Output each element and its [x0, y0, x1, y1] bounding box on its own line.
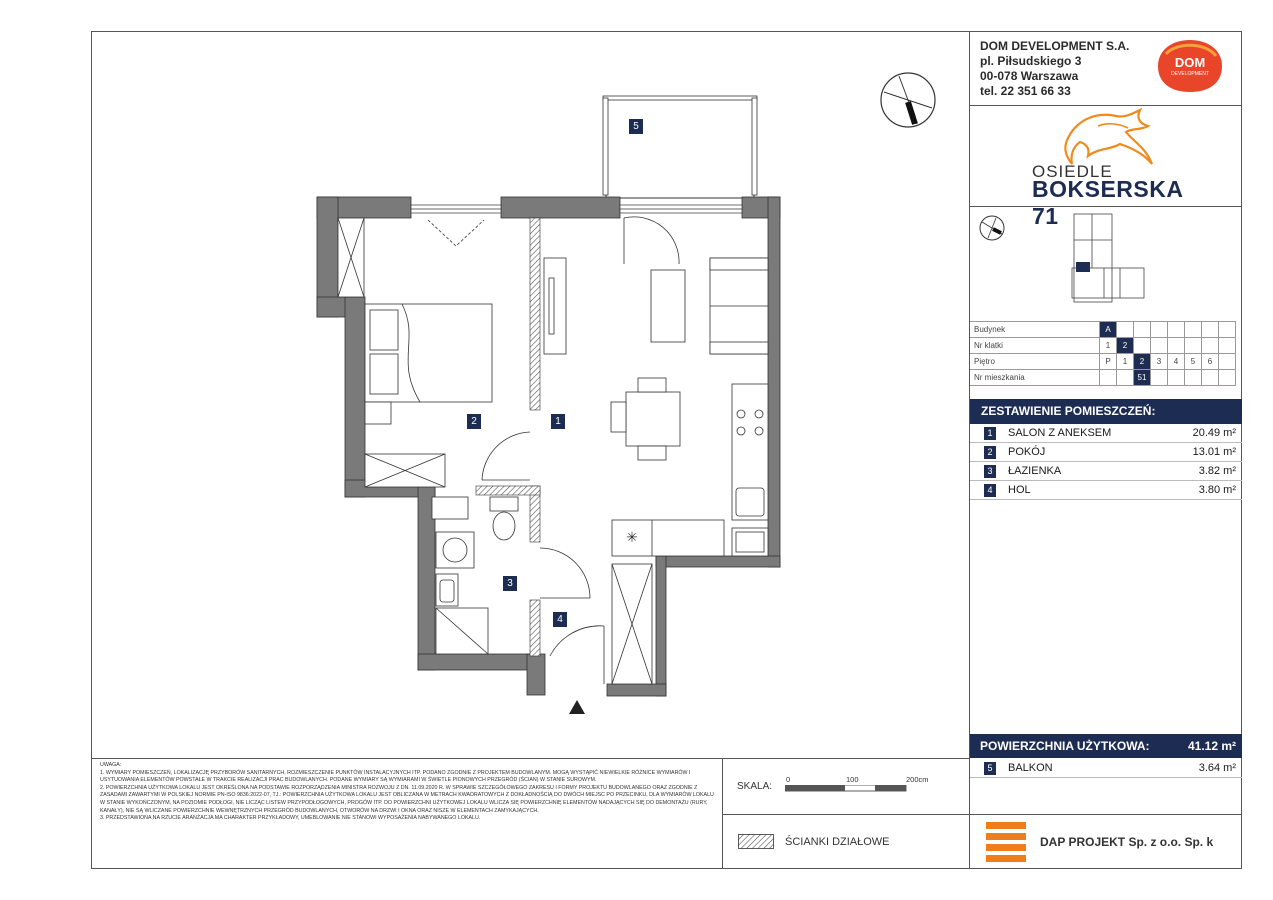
note-2: 2. POWIERZCHNIA UŻYTKOWA LOKALU JEST OKREŚLONA NA PODSTAWIE ROZPORZĄDZENIA MINISTRA ROZWOJU Z DN. 11.09.2020 R. W SPRAWIE SZCZEGÓŁOWEGO ZAKRESU I FORMY PROJEKTU BUDOWLANEGO ORAZ ZGODNIE Z ZASADAMI ZAWARTYMI W POLSKIEJ NORMIE PN-ISO 9836:2022-07, TJ.: POWIERZCHNIA UŻYTKOWA LOKALU JEST OBLICZANA W METRACH KWADRATOWYCH Z DOKŁADNOŚCIĄ DO DWÓCH MIEJSC PO PRZECINKU, DLA WYMIARÓW LOKALU W STANIE WYKOŃCZONYM, NA POZIOMIE PODŁOGI, NIE LICZĄC LISTEW PRZYPODŁOGOWYCH, PROGÓW ITP. DO POWIERZCHNI UŻYTKOWEJ LOKALU WLICZA SIĘ POWIERZCHNIĘ ELEMENTÓW NADAJĄCYCH SIĘ DO DEMONTAŻU (RURY, KANAŁY), NIE SĄ WLICZANE POWIERZCHNIE WEWNĘTRZNYCH PRZEGRÓD BUDOWLANYCH, OTWORÓW NA DRZWI I OKNA ORAZ NISZE W ELEMENTACH ZAMYKAJĄCYCH.	[100, 784, 714, 814]
room-area: 13.01 m²	[1192, 446, 1236, 458]
dap-logo	[986, 822, 1026, 862]
plan-label-1: 1	[551, 414, 565, 429]
total-area-bar	[970, 734, 1242, 758]
scale-tick-200: 200cm	[906, 775, 929, 784]
row-budynek: Budynek A	[970, 322, 1236, 338]
notes-divider	[91, 758, 969, 759]
room-row	[970, 462, 1242, 481]
company-divider	[970, 105, 1242, 106]
balcony-row	[970, 759, 1242, 778]
room-name: ŁAZIENKA	[1008, 465, 1062, 477]
row-pietro: Piętro P 1 2 3 4 5 6	[970, 354, 1236, 370]
dom-development-logo	[1156, 38, 1224, 94]
project-name-line1: OSIEDLE	[1032, 162, 1113, 181]
entrance-arrow	[569, 700, 585, 714]
key-plan	[972, 208, 1242, 320]
label-mieszkanie: Nr mieszkania	[970, 370, 1100, 386]
note-3: 3. PRZEDSTAWIONA NA RZUCIE ARANŻACJA MA CHARAKTER PRZYKŁADOWY, UMEBLOWANIE NIE STANOWI WYPOSAŻENIA NABYWANEGO LOKALU.	[100, 815, 481, 822]
wardrobe-3	[612, 564, 652, 684]
room-number: 4	[984, 484, 996, 497]
scale-label: SKALA:	[737, 781, 773, 792]
balcony-name: BALKON	[1008, 762, 1053, 774]
designer-divider	[970, 814, 1242, 815]
plan-label-4: 4	[553, 612, 567, 627]
notes-title: UWAGA:	[100, 762, 122, 768]
svg-text:✳: ✳	[626, 529, 638, 545]
room-row	[970, 424, 1242, 443]
label-budynek: Budynek	[970, 322, 1100, 338]
row-klatka: Nr klatki 1 2	[970, 338, 1236, 354]
company-name: DOM DEVELOPMENT S.A.	[980, 39, 1130, 53]
note-1: 1. WYMIARY POMIESZCZEŃ, LOKALIZACJĘ PRZYBORÓW SANITARNYCH, ROZMIESZCZENIE PUNKTÓW INSTALACYJNYCH ITP. PODANO ZGODNIE Z PROJEKTEM BUDOWLANYM. MOGĄ WYSTĄPIĆ NIEWIELKIE RÓŻNICE WYMIARÓW I USYTUOWANIA ELEMENTÓW POWSTAŁE W TRAKCIE REALIZACJI PRAC BUDOWLANYCH. PODANE WYMIARY SĄ WYMIARAMI W ŚWIETLE PIONOWYCH PRZEGRÓD (ŚCIAN) W STANIE SUROWYM.	[100, 769, 691, 784]
room-name: HOL	[1008, 484, 1031, 496]
scale-legend-divider	[723, 814, 969, 815]
project-name-line2: BOKSERSKA 71	[1032, 176, 1183, 229]
room-name: SALON Z ANEKSEM	[1008, 427, 1112, 439]
room-area: 3.82 m²	[1198, 465, 1236, 477]
wardrobe-2	[365, 454, 445, 487]
room-row	[970, 443, 1242, 462]
bed	[365, 304, 492, 402]
north-compass	[881, 73, 935, 127]
room-area: 3.80 m²	[1198, 484, 1236, 496]
location-table	[970, 321, 1236, 386]
room-area: 20.49 m²	[1192, 427, 1236, 439]
room-number: 2	[984, 446, 996, 459]
wardrobe-1	[338, 218, 364, 297]
balcony-number: 5	[984, 762, 996, 775]
company-street: pl. Piłsudskiego 3	[980, 54, 1082, 68]
floor-plan	[92, 32, 969, 758]
label-pietro: Piętro	[970, 354, 1100, 370]
scale-tick-0: 0	[786, 775, 791, 784]
room-number: 3	[984, 465, 996, 478]
room-name: POKÓJ	[1008, 446, 1046, 458]
partition-legend-swatch	[738, 834, 774, 850]
balcony-outline	[603, 96, 757, 198]
notes	[100, 762, 718, 823]
rooms-header: ZESTAWIENIE POMIESZCZEŃ:	[970, 399, 1242, 424]
plan-label-5: 5	[629, 119, 643, 134]
plan-label-3: 3	[503, 576, 517, 591]
total-area-label: POWIERZCHNIA UŻYTKOWA:	[980, 739, 1150, 753]
total-area-value: 41.12 m²	[1187, 739, 1236, 753]
dom-logo-text: DOM	[1174, 55, 1206, 70]
room-row	[970, 481, 1242, 500]
nightstand	[365, 402, 391, 424]
designer-name: DAP PROJEKT Sp. z o.o. Sp. k	[1040, 835, 1214, 849]
row-mieszkanie: Nr mieszkania 51	[970, 370, 1236, 386]
legend-label: ŚCIANKI DZIAŁOWE	[785, 836, 890, 848]
company-city: 00-078 Warszawa	[980, 69, 1079, 83]
label-klatka: Nr klatki	[970, 338, 1100, 354]
scale-bar	[785, 785, 907, 793]
dom-logo-subtext: DEVELOPMENT	[1171, 71, 1209, 77]
scale-tick-100: 100	[846, 775, 859, 784]
key-compass-icon	[980, 216, 1004, 240]
horse-icon	[1028, 108, 1188, 168]
plan-label-2: 2	[467, 414, 481, 429]
company-phone: tel. 22 351 66 33	[980, 84, 1071, 98]
company-address	[980, 39, 1129, 99]
project-logo	[1028, 108, 1188, 229]
balcony-area: 3.64 m²	[1198, 762, 1236, 774]
room-number: 1	[984, 427, 996, 440]
